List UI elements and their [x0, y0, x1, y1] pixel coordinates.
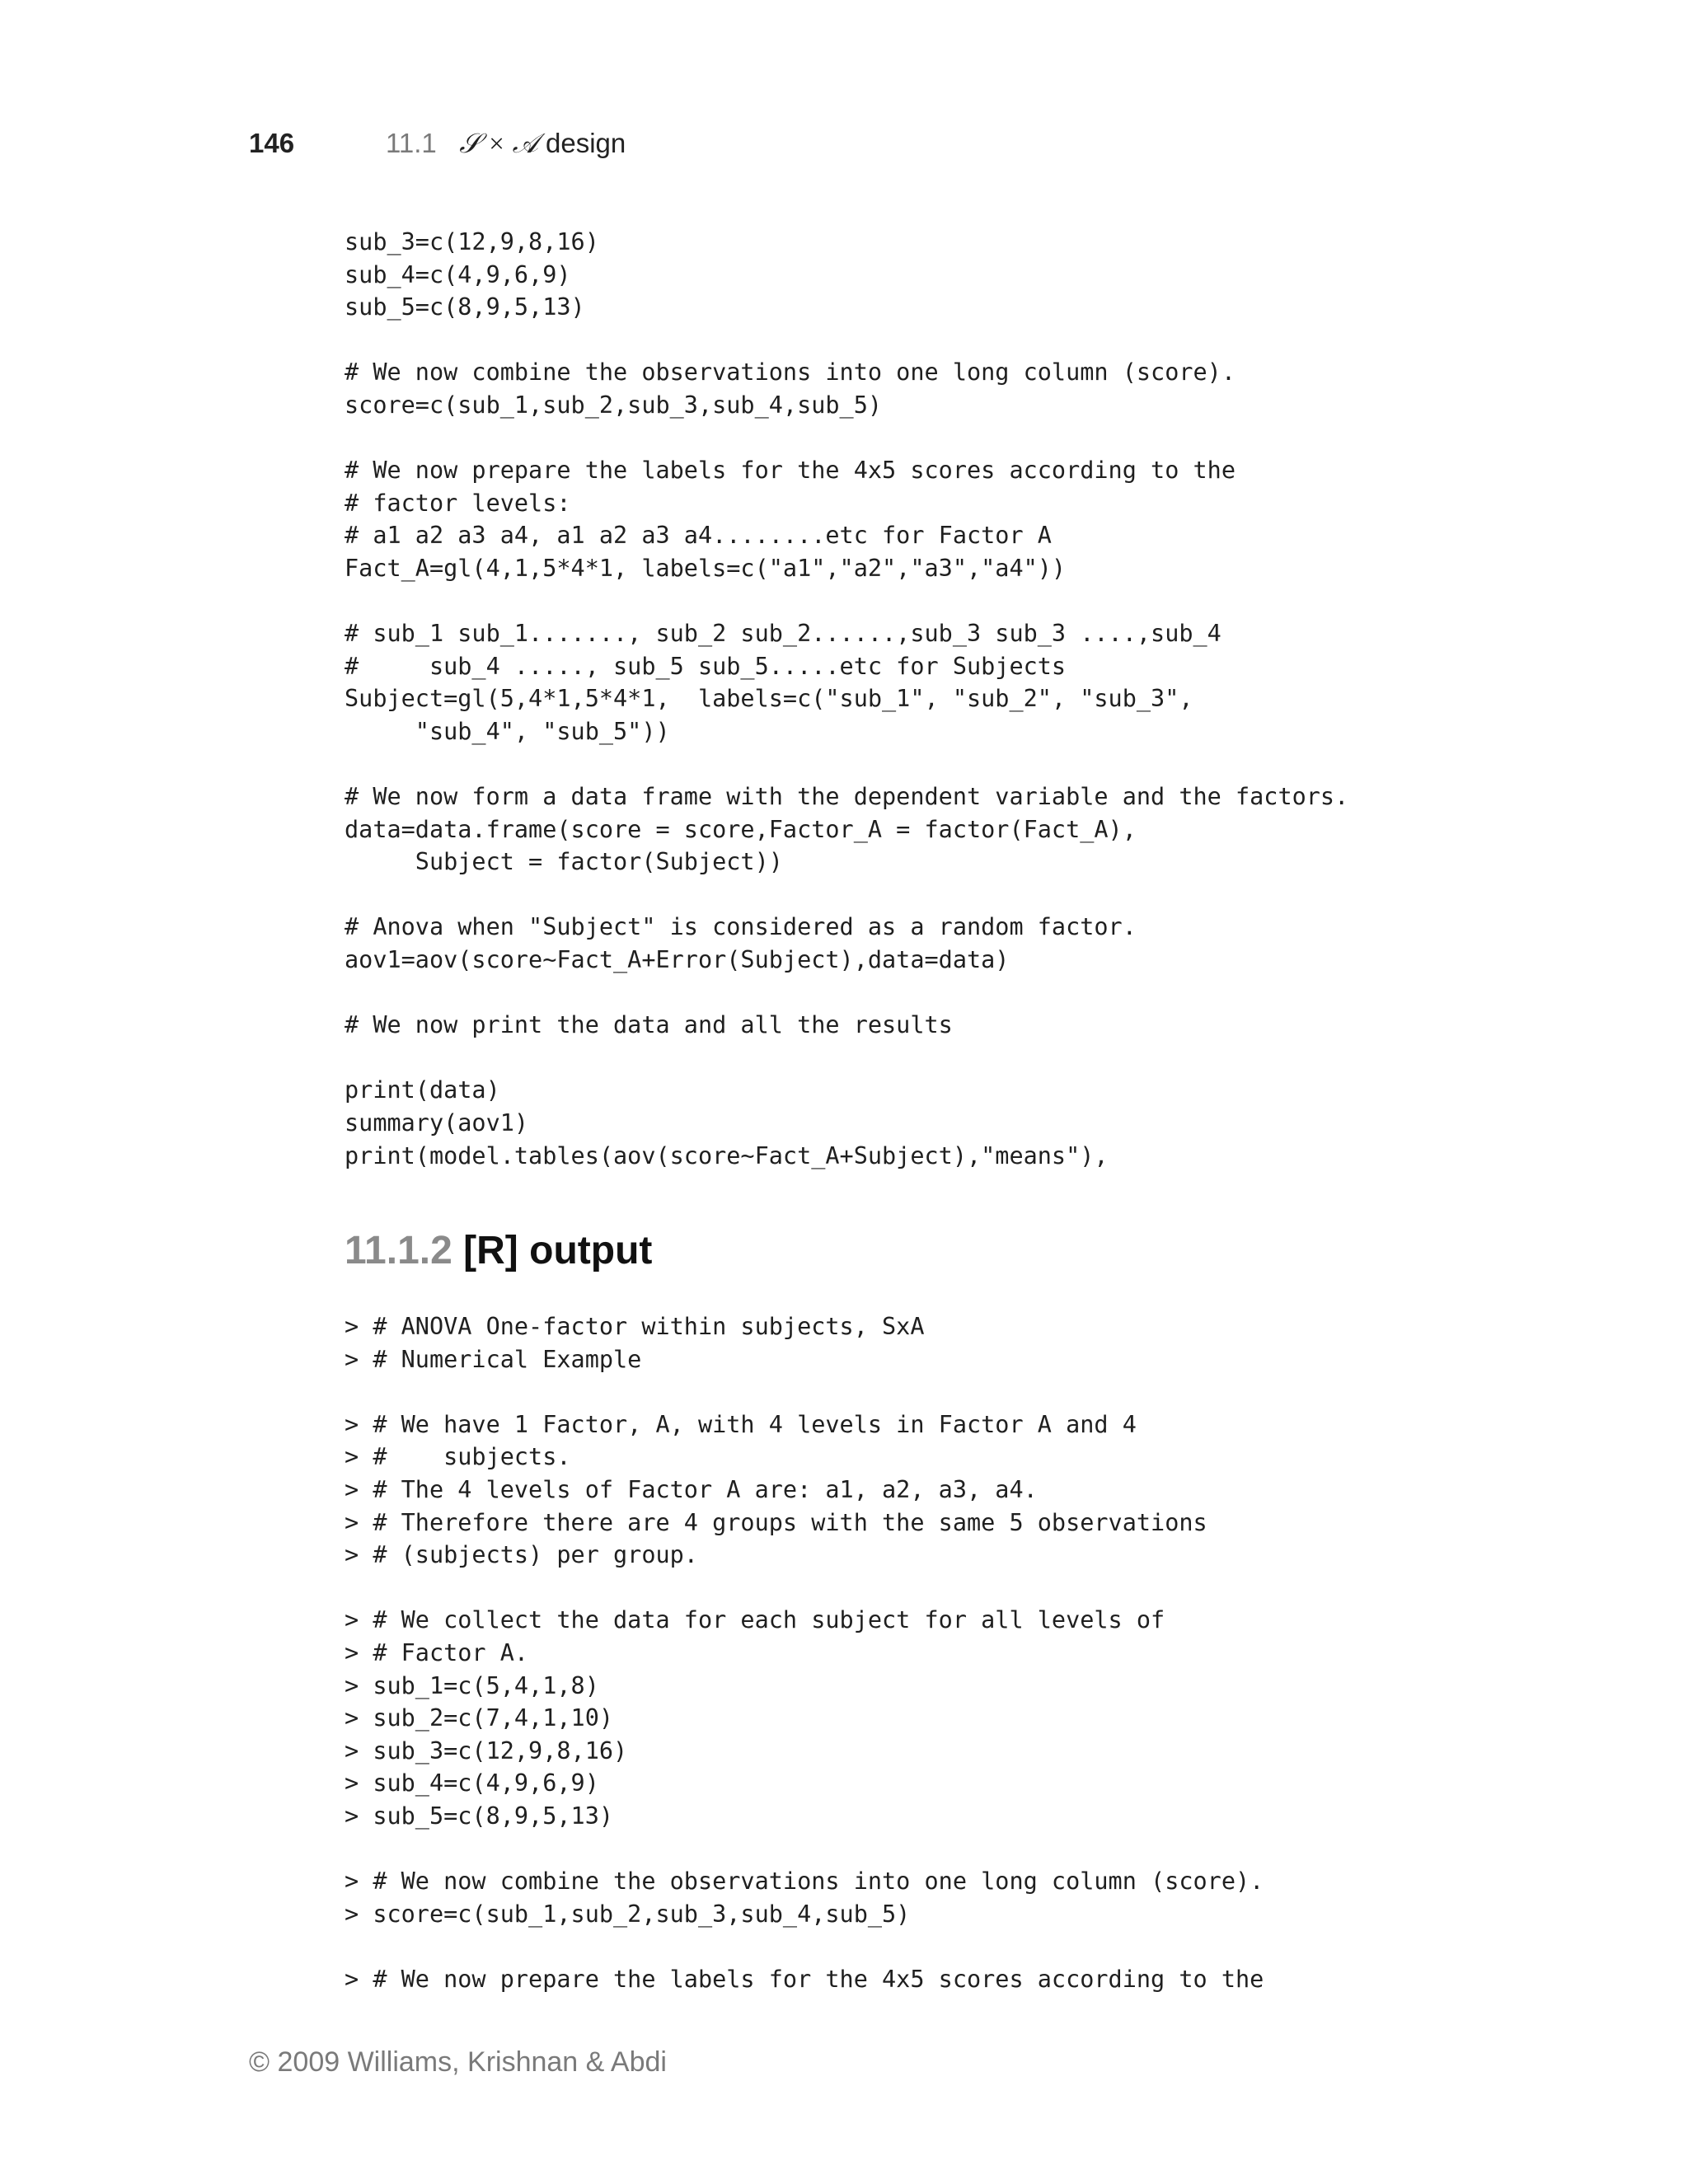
footer-copyright: © 2009 Williams, Krishnan & Abdi	[249, 2046, 667, 2078]
code-line: > # Numerical Example	[345, 1345, 642, 1373]
code-line: > # ANOVA One-factor within subjects, SxA	[345, 1313, 925, 1340]
code-line: > sub_5=c(8,9,5,13)	[345, 1802, 614, 1830]
code-line: print(data)	[345, 1076, 500, 1104]
code-line: Subject=gl(5,4*1,5*4*1, labels=c("sub_1", "sub_2", "sub_3",	[345, 685, 1193, 713]
code-line	[345, 1833, 1264, 1866]
code-line: > # We have 1 Factor, A, with 4 levels in Factor A and 4	[345, 1410, 1137, 1438]
code-line: # sub_1 sub_1......., sub_2 sub_2......,sub_3 sub_3 ....,sub_4	[345, 620, 1221, 648]
code-line: sub_3=c(12,9,8,16)	[345, 228, 599, 255]
code-line: > sub_4=c(4,9,6,9)	[345, 1769, 599, 1797]
code-line	[345, 1042, 1348, 1075]
code-line: # Anova when "Subject" is considered as a random factor.	[345, 913, 1137, 941]
code-listing-output	[345, 1310, 1264, 1995]
code-line: # We now print the data and all the results	[345, 1011, 953, 1039]
code-line	[345, 324, 1348, 357]
code-line: # sub_4 ....., sub_5 sub_5.....etc for Subjects	[345, 652, 1067, 680]
code-line: print(model.tables(aov(score~Fact_A+Subject),"means"),	[345, 1141, 1109, 1169]
code-line: > sub_2=c(7,4,1,10)	[345, 1704, 614, 1732]
code-line: sub_5=c(8,9,5,13)	[345, 293, 585, 321]
code-line: > # We collect the data for each subject for all levels of	[345, 1606, 1165, 1634]
code-line: > # We now combine the observations into one long column (score).	[345, 1868, 1264, 1896]
code-line: > # Therefore there are 4 groups with the same 5 observations	[345, 1508, 1207, 1536]
code-line: # We now combine the observations into one long column (score).	[345, 359, 1236, 387]
code-line: "sub_4", "sub_5"))	[345, 717, 670, 745]
code-line: > score=c(sub_1,sub_2,sub_3,sub_4,sub_5)	[345, 1900, 911, 1928]
code-line: # We now form a data frame with the dependent variable and the factors.	[345, 783, 1349, 811]
code-line: Subject = factor(Subject))	[345, 848, 783, 876]
code-line	[345, 1930, 1264, 1963]
code-line: > # (subjects) per group.	[345, 1541, 698, 1569]
code-line	[345, 977, 1348, 1010]
running-head-math: 𝒮 × 𝒜	[459, 129, 538, 159]
code-line	[345, 1376, 1264, 1408]
section-heading-number: 11.1.2	[345, 1229, 452, 1272]
code-line	[345, 748, 1348, 781]
code-line: > # Factor A.	[345, 1638, 529, 1666]
running-head	[386, 127, 626, 161]
code-line	[345, 879, 1348, 912]
page-number: 146	[249, 128, 295, 158]
code-listing-top	[345, 226, 1348, 1172]
code-line: > sub_1=c(5,4,1,8)	[345, 1671, 599, 1699]
code-line	[345, 422, 1348, 455]
code-line: > # The 4 levels of Factor A are: a1, a2, a3, a4.	[345, 1475, 1038, 1503]
code-line: score=c(sub_1,sub_2,sub_3,sub_4,sub_5)	[345, 391, 883, 419]
code-line	[345, 585, 1348, 618]
section-heading-title: [R] output	[463, 1229, 653, 1272]
code-line: # factor levels:	[345, 489, 571, 517]
code-line: > # subjects.	[345, 1443, 571, 1471]
code-line: > sub_3=c(12,9,8,16)	[345, 1736, 628, 1765]
running-head-title: design	[546, 128, 626, 158]
code-line: data=data.frame(score = score,Factor_A = factor(Fact_A),	[345, 815, 1137, 843]
code-line: sub_4=c(4,9,6,9)	[345, 260, 571, 288]
code-line	[345, 1572, 1264, 1605]
code-line: > # We now prepare the labels for the 4x5 scores according to the	[345, 1965, 1264, 1993]
code-line: # We now prepare the labels for the 4x5 scores according to the	[345, 457, 1236, 485]
code-line: Fact_A=gl(4,1,5*4*1, labels=c("a1","a2","a3","a4"))	[345, 554, 1067, 582]
section-heading	[345, 1228, 652, 1274]
code-line: aov1=aov(score~Fact_A+Error(Subject),data=data)	[345, 946, 1010, 974]
code-line: # a1 a2 a3 a4, a1 a2 a3 a4........etc for Factor A	[345, 522, 1052, 550]
code-line: summary(aov1)	[345, 1109, 529, 1137]
running-head-section-number: 11.1	[386, 128, 437, 158]
